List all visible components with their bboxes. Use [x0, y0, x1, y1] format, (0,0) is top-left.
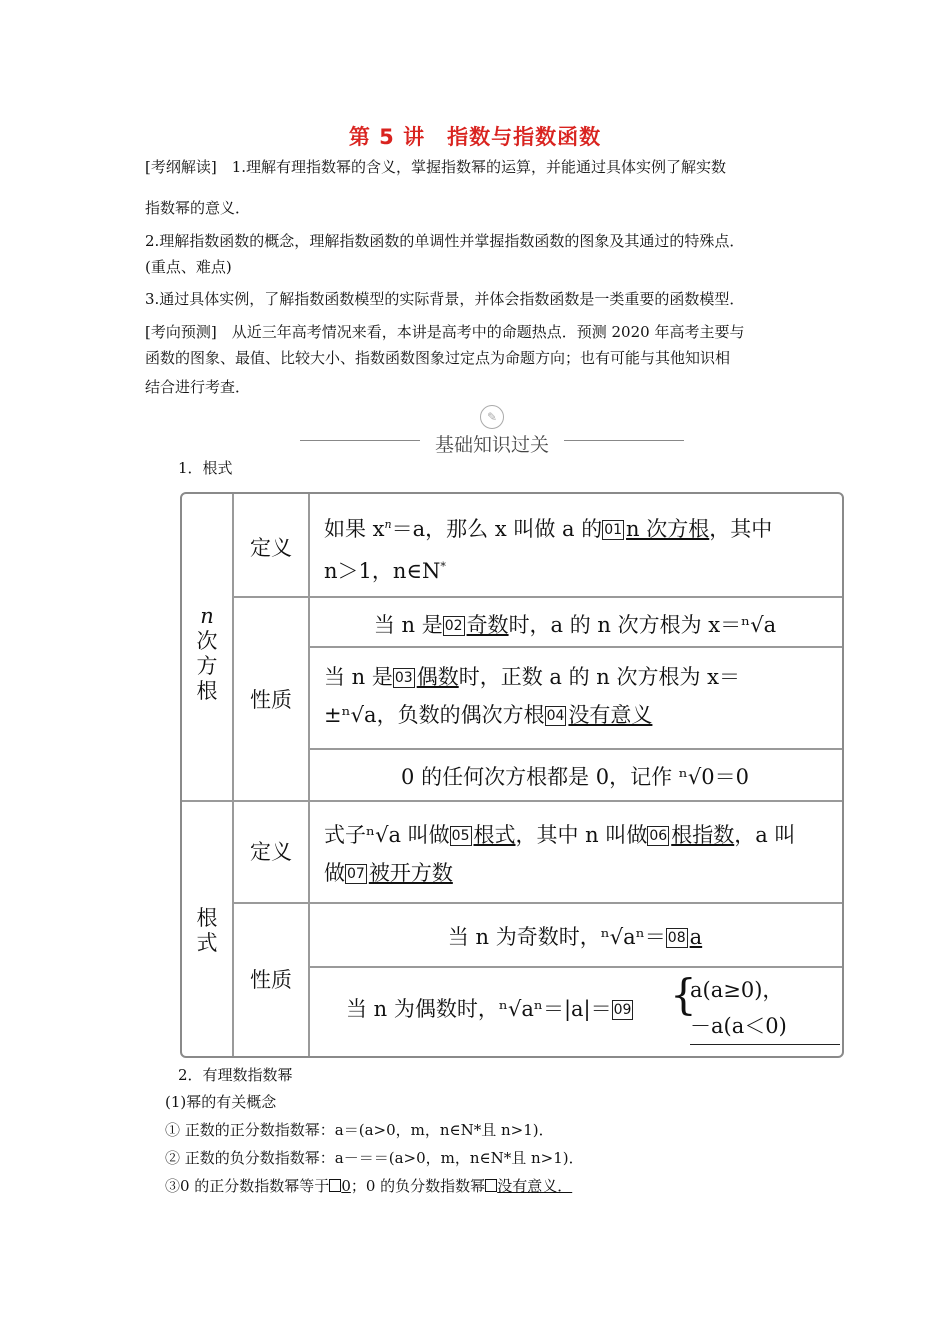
forecast-tag: [考向预测]	[145, 323, 217, 341]
group-radical: 根 式	[196, 906, 218, 955]
section-header	[300, 405, 684, 456]
label-definition-1: 定义	[250, 536, 292, 560]
page-title: 第 5 讲 指数与指数函数	[348, 125, 602, 149]
row-odd-root: 当 n 是 02 奇数时，a 的 n 次方根为 x＝ⁿ√a	[373, 613, 777, 637]
syllabus-line3: 3.通过具体实例，了解指数函数模型的实际背景，并体会指数函数是一类重要的函数模型．	[145, 290, 745, 308]
syllabus-line2: 2.理解指数函数的概念，理解指数函数的单调性并掌握指数函数的图象及其通过的特殊点．	[145, 232, 745, 250]
row-even-root: 当 n 是 03 偶数时，正数 a 的 n 次方根为 x＝ ±ⁿ√a，负数的偶次方根 04 没有意义	[324, 665, 740, 727]
syllabus-text-1: 1.理解有理指数幂的含义，掌握指数幂的运算，并能通过具体实例了解实数	[231, 158, 727, 176]
pencil-icon: ✎	[480, 405, 504, 429]
syllabus-line1	[145, 156, 726, 178]
label-definition-2: 定义	[250, 840, 292, 864]
row-even-radical: 当 n 为偶数时，ⁿ√aⁿ＝|a|＝ 09	[346, 997, 632, 1021]
concept-1: ① 正数的正分数指数幂：a＝(a>0，m，n∈N*且 n>1)．	[165, 1121, 554, 1139]
syllabus-line2b: (重点、难点)	[145, 258, 232, 276]
syllabus-tag: [考纲解读]	[145, 158, 217, 176]
concept-3: ③0 的正分数指数幂等于 0；0 的负分数指数幂 没有意义．	[165, 1177, 573, 1195]
piecewise-cases: a(a≥0)， －a(a＜0)	[690, 972, 840, 1045]
row-odd-radical: 当 n 为奇数时，ⁿ√aⁿ＝ 08 a	[447, 925, 703, 949]
forecast-line1	[145, 321, 744, 343]
blank-box-icon	[329, 1179, 341, 1192]
section-title: 基础知识过关	[434, 434, 549, 456]
radical-table	[180, 492, 844, 1058]
concept-2: ② 正数的负分数指数幂：a－＝＝(a>0，m，n∈N*且 n>1)．	[165, 1149, 584, 1167]
brace-icon: {	[670, 970, 697, 1019]
row-nth-root-definition: 如果 $x^n=a$，那么 x 叫做 a 的 01 n 次方根，其中 n＞1，n∈N*	[324, 517, 773, 583]
row-zero-root: 0 的任何次方根都是 0，记作 ⁿ√0＝0	[401, 765, 749, 789]
forecast-text-1: 从近三年高考情况来看，本讲是高考中的命题热点．预测 2020 年高考主要与	[231, 323, 745, 341]
label-property-2: 性质	[250, 968, 292, 992]
item-2-heading: 2．有理数指数幂	[178, 1066, 293, 1084]
forecast-line3: 结合进行考查．	[145, 378, 251, 396]
forecast-line2: 函数的图象、最值、比较大小、指数函数图象过定点为命题方向；也有可能与其他知识相	[145, 349, 731, 367]
blank-box-icon	[485, 1179, 497, 1192]
group-nth-root: n 次 方 根	[196, 604, 218, 703]
syllabus-line1b: 指数幂的意义．	[145, 199, 251, 217]
item-2-1-heading: (1)幂的有关概念	[165, 1093, 277, 1111]
label-property-1: 性质	[250, 688, 292, 712]
item-1-heading: 1．根式	[178, 459, 233, 477]
row-radical-definition: 式子ⁿ√a 叫做 05 根式，其中 n 叫做 06 根指数，a 叫 做 07 被开方数	[324, 823, 796, 885]
